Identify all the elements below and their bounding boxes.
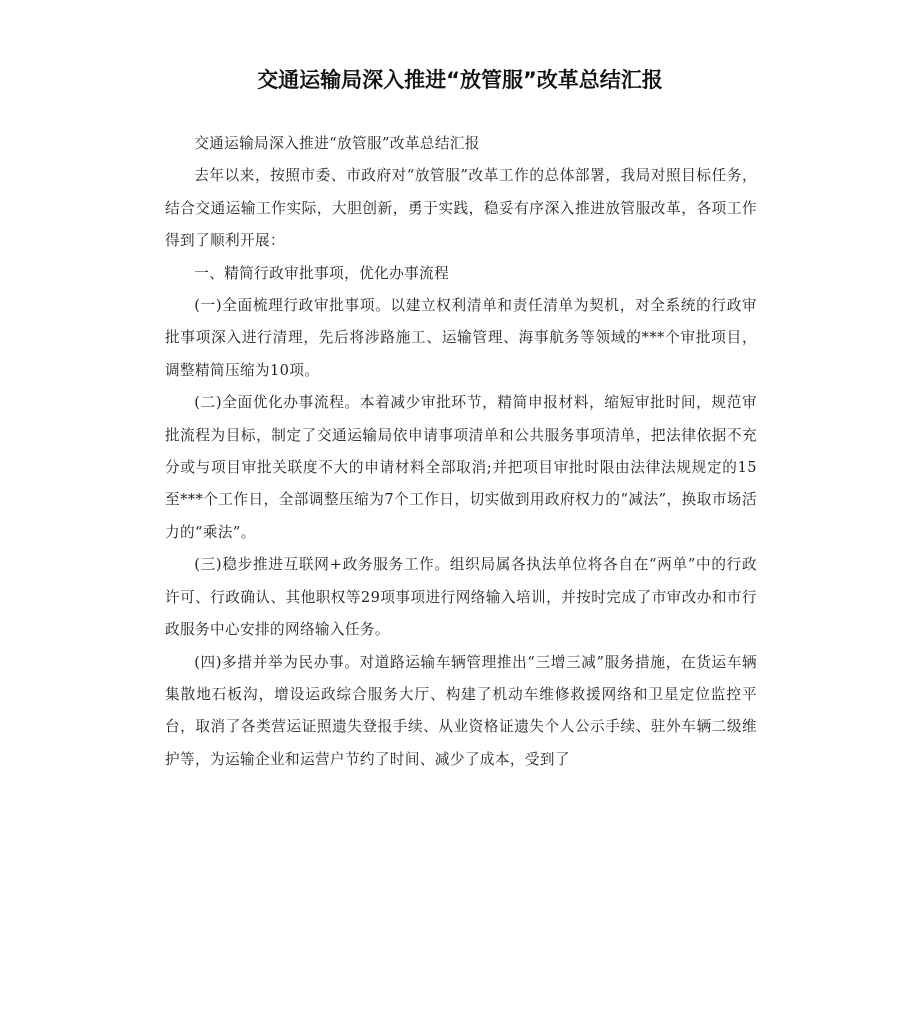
paragraph-item-3: (三)稳步推进互联网+政务服务工作。组织局属各执法单位将各自在“两单”中的行政许可、行政确认、其他职权等29项事项进行网络输入培训，并按时完成了市审改办和市行政服务中心安排的网络输入任务。 — [165, 556, 757, 639]
paragraph-item-1: (一)全面梳理行政审批事项。以建立权利清单和责任清单为契机，对全系统的行政审批事项深入进行清理，先后将涉路施工、运输管理、海事航务等领域的***个审批项目，调整精简压缩为10项。 — [165, 297, 757, 379]
paragraph-item-2: (二)全面优化办事流程。本着减少审批环节，精简申报材料，缩短审批时间，规范审批流程为目标，制定了交通运输局依申请事项清单和公共服务事项清单，把法律依据不充分或与项目审批关联度不大的申请材料全部取消;并把项目审批时限由法律法规规定的15至***个工作日，全部调整压缩为7个工作日，切实做到用政府权力的“减法”，换取市场活力的“乘法”。 — [165, 394, 757, 541]
document-title: 交通运输局深入推进“放管服”改革总结汇报 — [257, 68, 663, 92]
paragraph-item-4: (四)多措并举为民办事。对道路运输车辆管理推出“三增三减”服务措施，在货运车辆集散地石板沟，增设运政综合服务大厅、构建了机动车维修救援网络和卫星定位监控平台，取消了各类营运证照遗失登报手续、从业资格证遗失个人公示手续、驻外车辆二级维护等，为运输企业和运营户节约了时间、减少了成本，受到了 — [165, 653, 757, 768]
paragraph-subtitle: 交通运输局深入推进“放管服”改革总结汇报 — [194, 135, 480, 152]
paragraph-intro: 去年以来，按照市委、市政府对“放管服”改革工作的总体部署，我局对照目标任务，结合交通运输工作实际，大胆创新，勇于实践，稳妥有序深入推进放管服改革，各项工作得到了顺利开展： — [165, 167, 757, 250]
document-body — [165, 128, 757, 776]
section-heading-1: 一、精简行政审批事项，优化办事流程 — [194, 264, 450, 282]
